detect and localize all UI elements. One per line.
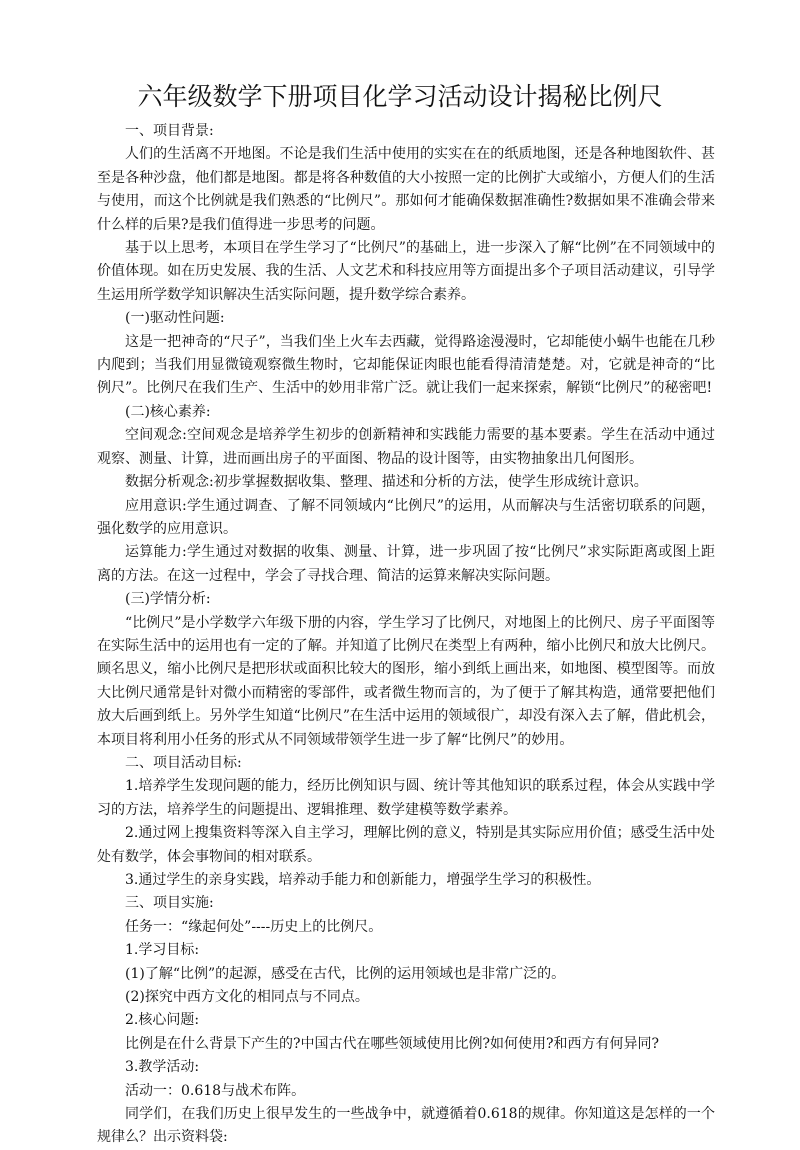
subheading-student-analysis: (三)学情分析: (125, 591, 211, 608)
section-heading-background: 一、项目背景: (125, 123, 214, 139)
paragraph-computing-ability: 运算能力:学生通过对数据的收集、测量、计算，进一步巩固了按“比例尺”求实际距离或图上距离的方法。在这一过程中，学会了寻找合理、简洁的运算来解决实际问题。 (97, 544, 715, 584)
subheading-driving-question: (一)驱动性问题: (125, 310, 225, 327)
paragraph-goal-item-2: (2)探究中西方文化的相同点与不同点。 (125, 989, 369, 1006)
paragraph-goal-item-1: (1)了解“比例”的起源，感受在古代，比例的运用领域也是非常广泛的。 (125, 965, 566, 982)
paragraph-core-question-heading: 2.核心问题: (125, 1012, 200, 1029)
paragraph-task-one: 任务一：“缘起何处”----历史上的比例尺。 (125, 918, 383, 935)
section-heading-goals: 二、项目活动目标: (125, 754, 242, 771)
section-heading-implementation: 三、项目实施: (125, 895, 214, 912)
paragraph-magic-ruler: 这是一把神奇的“尺子”，当我们坐上火车去西藏，觉得路途漫漫时，它却能使小蜗牛也能在几秒内爬到；当我们用显微镜观察微生物时，它却能保证肉眼也能看得清清楚楚。对，它就是神奇的“比例尺”。比例尺在我们生产、生活中的妙用非常广泛。就让我们一起来探索，解锁“比例尺”的秘密吧! (97, 333, 715, 397)
paragraph-golden-ratio: 同学们，在我们历史上很早发生的一些战争中，就遵循着0.618的规律。你知道这是怎样的一个规律么？出示资料袋: (97, 1106, 715, 1146)
paragraph-core-question: 比例是在什么背景下产生的?中国古代在哪些领域使用比例?如何使用?和西方有何异同? (125, 1035, 660, 1052)
document-body (97, 120, 715, 1150)
paragraph-learning-goals: 1.学习目标: (125, 942, 200, 959)
paragraph-spatial-concept: 空间观念:空间观念是培养学生初步的创新精神和实践能力需要的基本要素。学生在活动中通过观察、测量、计算，进而画出房子的平面图、物品的设计图等，由实物抽象出几何图形。 (97, 427, 715, 467)
paragraph-goal-1: 1.培养学生发现问题的能力，经历比例知识与圆、统计等其他知识的联系过程，体会从实践中学习的方法，培养学生的问题提出、逻辑推理、数学建模等数学素养。 (97, 778, 715, 818)
paragraph-activity-one: 活动一：0.618与战术布阵。 (125, 1082, 306, 1099)
paragraph-maps: 人们的生活离不开地图。不论是我们生活中使用的实实在在的纸质地图，还是各种地图软件、甚至是各种沙盘，他们都是地图。都是将各种数值的大小按照一定的比例扩大或缩小，方便人们的生活与使用，而这个比例就是我们熟悉的“比例尺”。那如何才能确保数据准确性?数据如果不准确会带来什么样的后果?是我们值得进一步思考的问题。 (97, 146, 715, 233)
document-title: 六年级数学下册项目化学习活动设计揭秘比例尺 (137, 82, 663, 111)
paragraph-data-analysis: 数据分析观念:初步掌握数据收集、整理、描述和分析的方法，使学生形成统计意识。 (125, 474, 648, 491)
paragraph-teaching-activities: 3.教学活动: (125, 1059, 200, 1076)
paragraph-project-basis: 基于以上思考，本项目在学生学习了“比例尺”的基础上，进一步深入了解“比例”在不同领域中的价值体现。如在历史发展、我的生活、人文艺术和科技应用等方面提出多个子项目活动建议，引导学生运用所学数学知识解决生活实际问题，提升数学综合素养。 (97, 240, 715, 303)
paragraph-student-analysis: “比例尺”是小学数学六年级下册的内容，学生学习了比例尺，对地图上的比例尺、房子平面图等在实际生活中的运用也有一定的了解。并知道了比例尺在类型上有两种，缩小比例尺和放大比例尺。顾名思义，缩小比例尺是把形状或面积比较大的图形，缩小到纸上画出来，如地图、模型图等。而放大比例尺通常是针对微小而精密的零部件，或者微生物而言的，为了便于了解其构造，通常要把他们放大后画到纸上。另外学生知道“比例尺”在生活中运用的领域很广，却没有深入去了解，借此机会，本项目将利用小任务的形式从不同领域带领学生进一步了解“比例尺”的妙用。 (97, 614, 715, 748)
paragraph-goal-3: 3.通过学生的亲身实践，培养动手能力和创新能力，增强学生学习的积极性。 (125, 872, 601, 888)
subheading-core-literacy: (二)核心素养: (125, 403, 211, 420)
paragraph-goal-2: 2.通过网上搜集资料等深入自主学习，理解比例的意义，特别是其实际应用价值；感受生活中处处有数学，体会事物间的相对联系。 (97, 825, 715, 865)
paragraph-application-awareness: 应用意识:学生通过调查、了解不同领域内“比例尺”的运用，从而解决与生活密切联系的问题，强化数学的应用意识。 (97, 497, 715, 537)
